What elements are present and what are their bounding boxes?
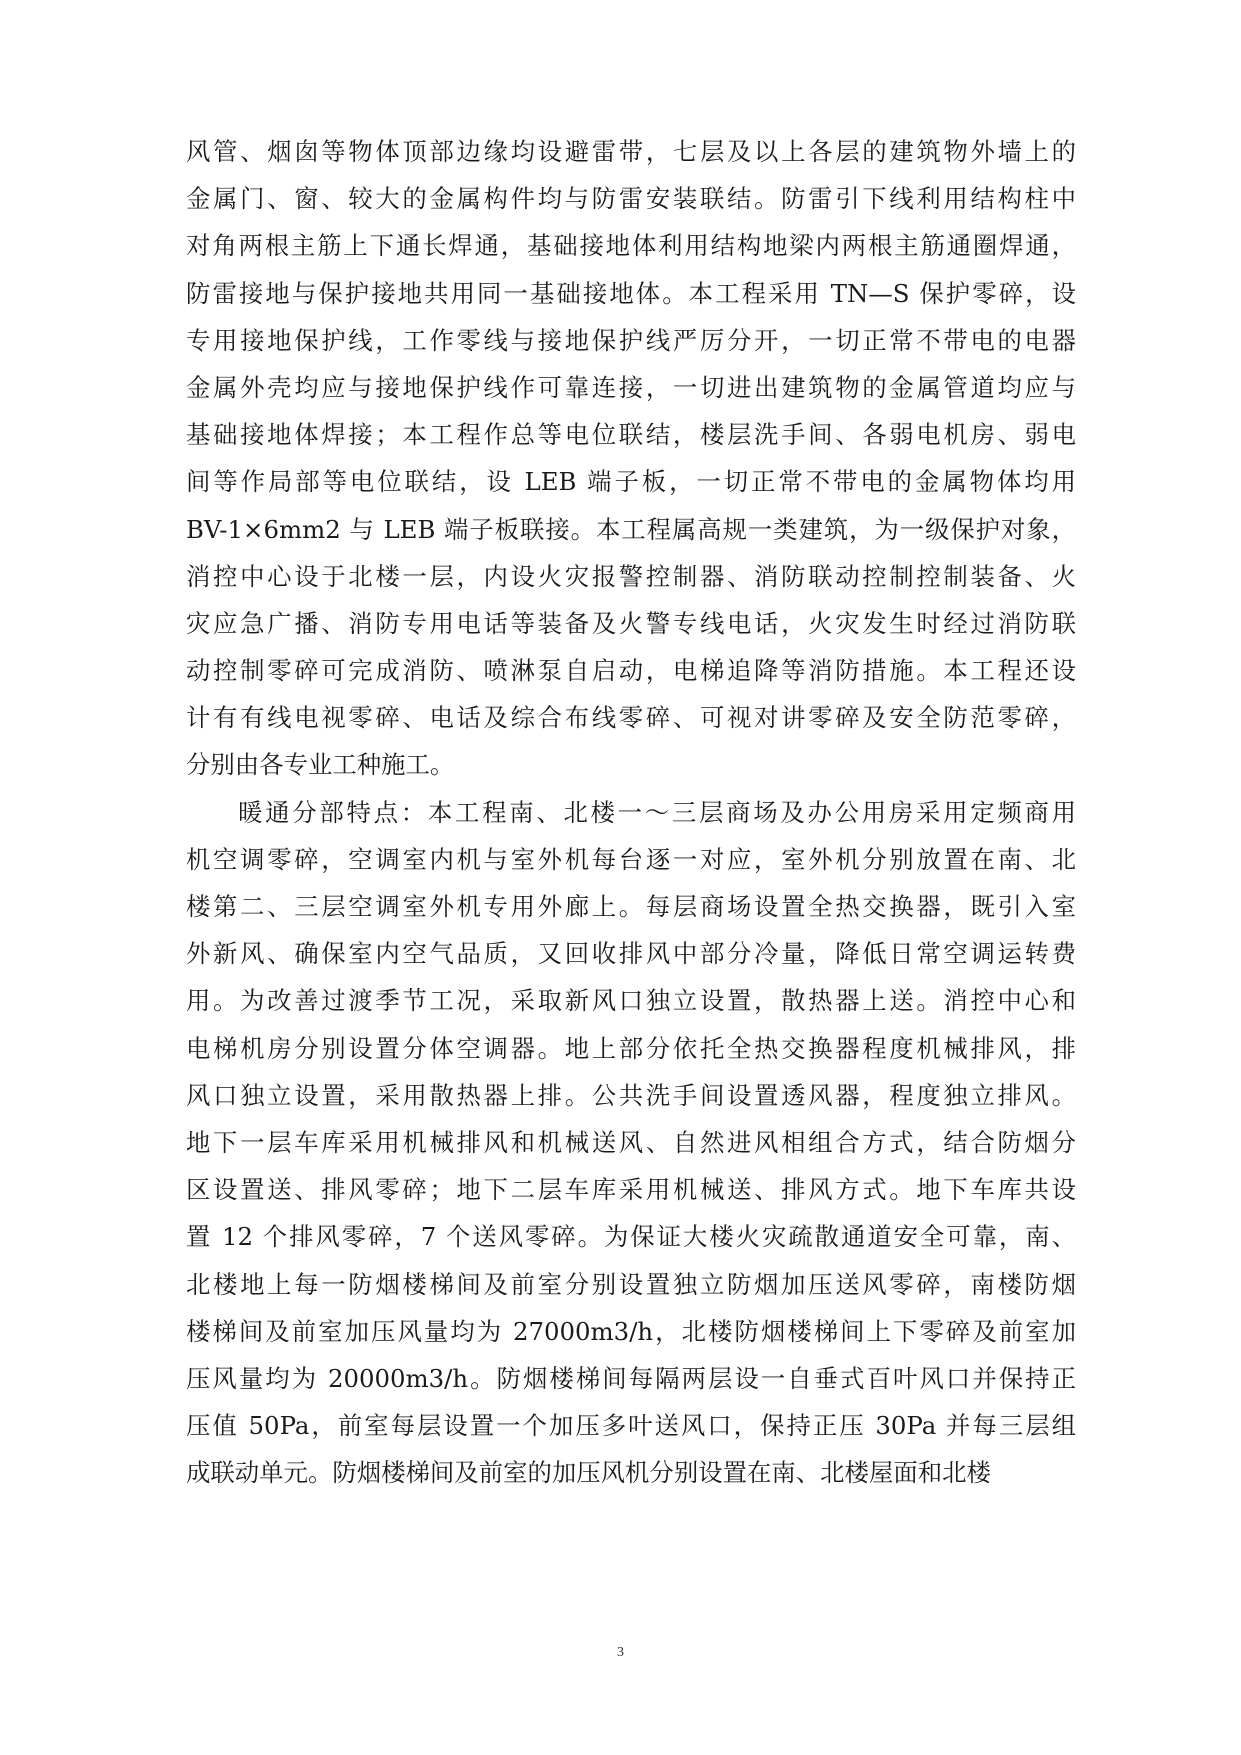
- text-line: 区设置送、排风零碎；地下二层车库采用机械送、排风方式。地下车库共设: [186, 1175, 1076, 1205]
- text-line: 金属门、窗、较大的金属构件均与防雷安装联结。防雷引下线利用结构柱中: [186, 184, 1076, 214]
- text-line: 压值 50Pa，前室每层设置一个加压多叶送风口，保持正压 30Pa 并每三层组: [186, 1411, 1076, 1441]
- text-line: 专用接地保护线，工作零线与接地保护线严厉分开，一切正常不带电的电器: [186, 325, 1076, 355]
- page-number: 3: [617, 1645, 624, 1660]
- body-text: [186, 128, 1076, 1496]
- text-line: 北楼地上每一防烟楼梯间及前室分别设置独立防烟加压送风零碎，南楼防烟: [186, 1269, 1076, 1299]
- text-line: 成联动单元。防烟楼梯间及前室的加压风机分别设置在南、北楼屋面和北楼: [186, 1458, 991, 1488]
- paragraph-hvac: [186, 789, 1076, 1497]
- text-line: 电梯机房分别设置分体空调器。地上部分依托全热交换器程度机械排风，排: [186, 1033, 1076, 1063]
- text-line: 基础接地体焊接；本工程作总等电位联结，楼层洗手间、各弱电机房、弱电: [186, 420, 1076, 450]
- text-line: 风管、烟囱等物体顶部边缘均设避雷带，七层及以上各层的建筑物外墙上的: [186, 137, 1076, 166]
- text-line: 分别由各专业工种施工。: [186, 750, 455, 780]
- text-line: 压风量均为 20000m3/h。防烟楼梯间每隔两层设一自垂式百叶风口并保持正: [186, 1363, 1076, 1393]
- text-line: 灾应急广播、消防专用电话等装备及火警专线电话，火灾发生时经过消防联: [186, 608, 1076, 638]
- text-line: 置 12 个排风零碎，7 个送风零碎。为保证大楼火灾疏散通道安全可靠，南、: [186, 1222, 1076, 1252]
- text-line: 风口独立设置，采用散热器上排。公共洗手间设置透风器，程度独立排风。: [186, 1080, 1076, 1110]
- text-line: 间等作局部等电位联结，设 LEB 端子板，一切正常不带电的金属物体均用: [186, 467, 1076, 497]
- text-line: 外新风、确保室内空气品质，又回收排风中部分冷量，降低日常空调运转费: [186, 939, 1076, 969]
- text-line: 对角两根主筋上下通长焊通，基础接地体利用结构地梁内两根主筋通圈焊通，: [186, 231, 1076, 261]
- text-line: 金属外壳均应与接地保护线作可靠连接，一切进出建筑物的金属管道均应与: [186, 372, 1076, 402]
- text-line: BV-1×6mm2 与 LEB 端子板联接。本工程属高规一类建筑，为一级保护对象，: [186, 514, 1076, 544]
- text-line: 用。为改善过渡季节工况，采取新风口独立设置，散热器上送。消控中心和: [186, 986, 1076, 1016]
- text-line: 动控制零碎可完成消防、喷淋泵自启动，电梯追降等消防措施。本工程还设: [186, 656, 1076, 686]
- text-line: 防雷接地与保护接地共用同一基础接地体。本工程采用 TN—S 保护零碎，设: [186, 278, 1076, 308]
- text-line: 计有有线电视零碎、电话及综合布线零碎、可视对讲零碎及安全防范零碎，: [186, 703, 1076, 733]
- text-line: 机空调零碎，空调室内机与室外机每台逐一对应，室外机分别放置在南、北: [186, 844, 1076, 874]
- text-line: 暖通分部特点：本工程南、北楼一～三层商场及办公用房采用定频商用: [238, 797, 1076, 827]
- paragraph-electrical: [186, 128, 1076, 789]
- text-line: 地下一层车库采用机械排风和机械送风、自然进风相组合方式，结合防烟分: [186, 1127, 1076, 1157]
- text-line: 楼梯间及前室加压风量均为 27000m3/h，北楼防烟楼梯间上下零碎及前室加: [186, 1316, 1076, 1346]
- text-line: 楼第二、三层空调室外机专用外廊上。每层商场设置全热交换器，既引入室: [186, 892, 1076, 921]
- text-line: 消控中心设于北楼一层，内设火灾报警控制器、消防联动控制控制装备、火: [186, 561, 1076, 591]
